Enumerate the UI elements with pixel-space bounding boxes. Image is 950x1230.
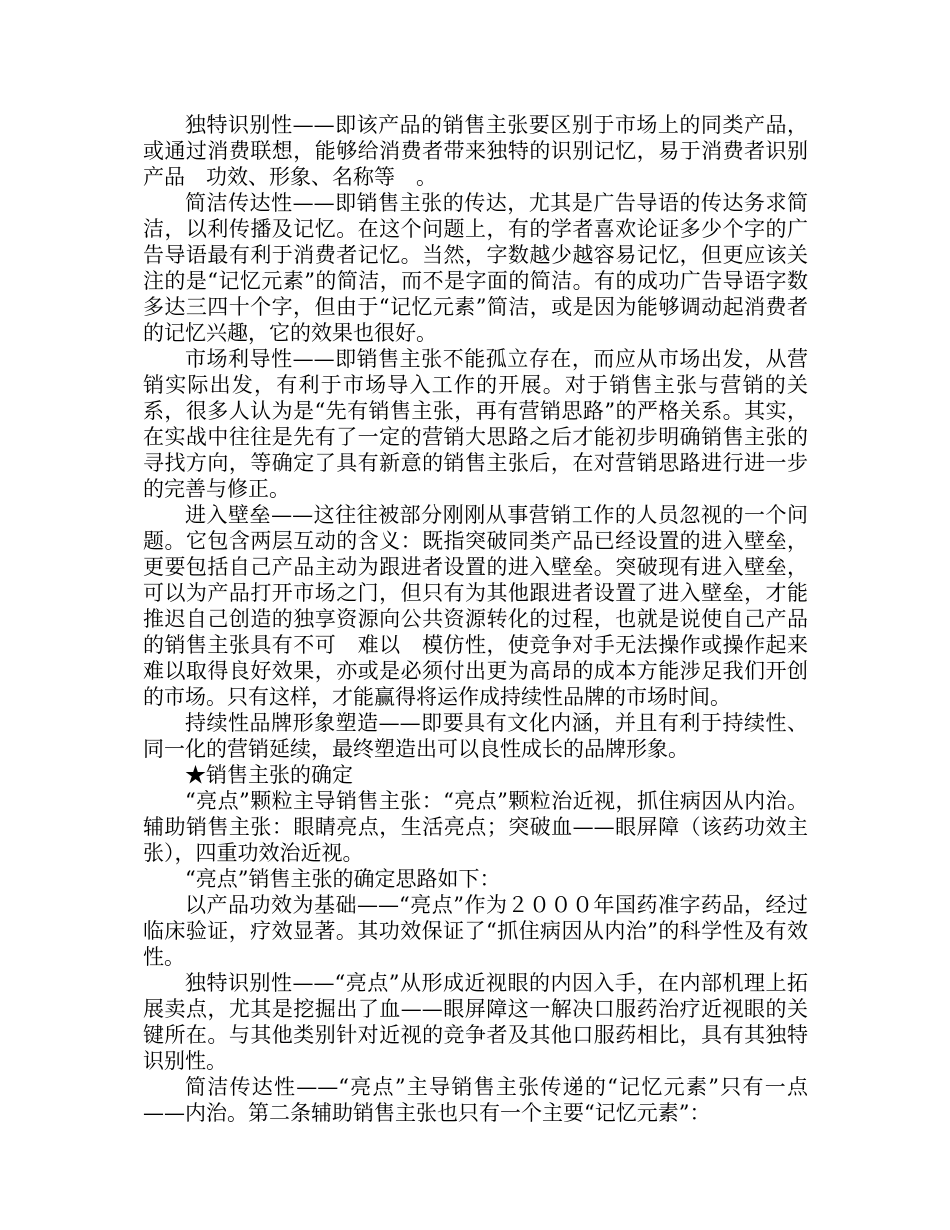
paragraph-unique-identity: 独特识别性——即该产品的销售主张要区别于市场上的同类产品，或通过消费联想，能够给消费者带来独特的识别记忆，易于消费者识别产品 功效、形象、名称等 。 xyxy=(143,113,808,189)
paragraph-main-proposition: “亮点”颗粒主导销售主张：“亮点”颗粒治近视，抓住病因从内治。辅助销售主张：眼睛亮点，生活亮点；突破血——眼屏障（该药功效主张），四重功效治近视。 xyxy=(143,789,808,865)
document-body xyxy=(143,112,808,1126)
paragraph-liangdian-concise: 简洁传达性——“亮点”主导销售主张传递的“记忆元素”只有一点——内治。第二条辅助销售主张也只有一个主要“记忆元素”： xyxy=(143,1075,808,1125)
paragraph-efficacy-basis: 以产品功效为基础——“亮点”作为２０００年国药准字药品，经过临床验证，疗效显著。其功效保证了“抓住病因从内治”的科学性及有效性。 xyxy=(143,893,808,969)
section-heading: ★销售主张的确定 xyxy=(185,763,353,787)
paragraph-liangdian-identity: 独特识别性——“亮点”从形成近视眼的内因入手，在内部机理上拓展卖点，尤其是挖掘出了血——眼屏障这一解决口服药治疗近视眼的关键所在。与其他类别针对近视的竞争者及其他口服药相比，具有其独特识别性。 xyxy=(143,971,808,1073)
paragraph-entry-barrier: 进入壁垒——这往往被部分刚刚从事营销工作的人员忽视的一个问题。它包含两层互动的含义：既指突破同类产品已经设置的进入壁垒，更要包括自己产品主动为跟进者设置的进入壁垒。突破现有进入壁垒，可以为产品打开市场之门，但只有为其他跟进者设置了进入壁垒，才能推迟自己创造的独享资源向公共资源转化的过程，也就是说使自己产品的销售主张具有不可 难以 模仿性，使竞争对手无法操作或操作起来难以取得良好效果，亦或是必须付出更为高昂的成本方能涉足我们开创的市场。只有这样，才能赢得将运作成持续性品牌的市场时间。 xyxy=(143,503,808,709)
paragraph-brand-image: 持续性品牌形象塑造——即要具有文化内涵，并且有利于持续性、同一化的营销延续，最终塑造出可以良性成长的品牌形象。 xyxy=(143,711,808,761)
paragraph-concise-delivery: 简洁传达性——即销售主张的传达，尤其是广告导语的传达务求简洁，以利传播及记忆。在这个问题上，有的学者喜欢论证多少个字的广告导语最有利于消费者记忆。当然，字数越少越容易记忆，但更应该关注的是“记忆元素”的简洁，而不是字面的简洁。有的成功广告导语字数多达三四十个字，但由于“记忆元素”简洁，或是因为能够调动起消费者的记忆兴趣，它的效果也很好。 xyxy=(143,191,808,345)
paragraph-market-orientation: 市场利导性——即销售主张不能孤立存在，而应从市场出发，从营销实际出发，有利于市场导入工作的开展。对于销售主张与营销的关系，很多人认为是“先有销售主张，再有营销思路”的严格关系。其实，在实战中往往是先有了一定的营销大思路之后才能初步明确销售主张的寻找方向，等确定了具有新意的销售主张后，在对营销思路进行进一步的完善与修正。 xyxy=(143,347,808,501)
paragraph-proposition-intro: “亮点”销售主张的确定思路如下： xyxy=(185,867,501,891)
